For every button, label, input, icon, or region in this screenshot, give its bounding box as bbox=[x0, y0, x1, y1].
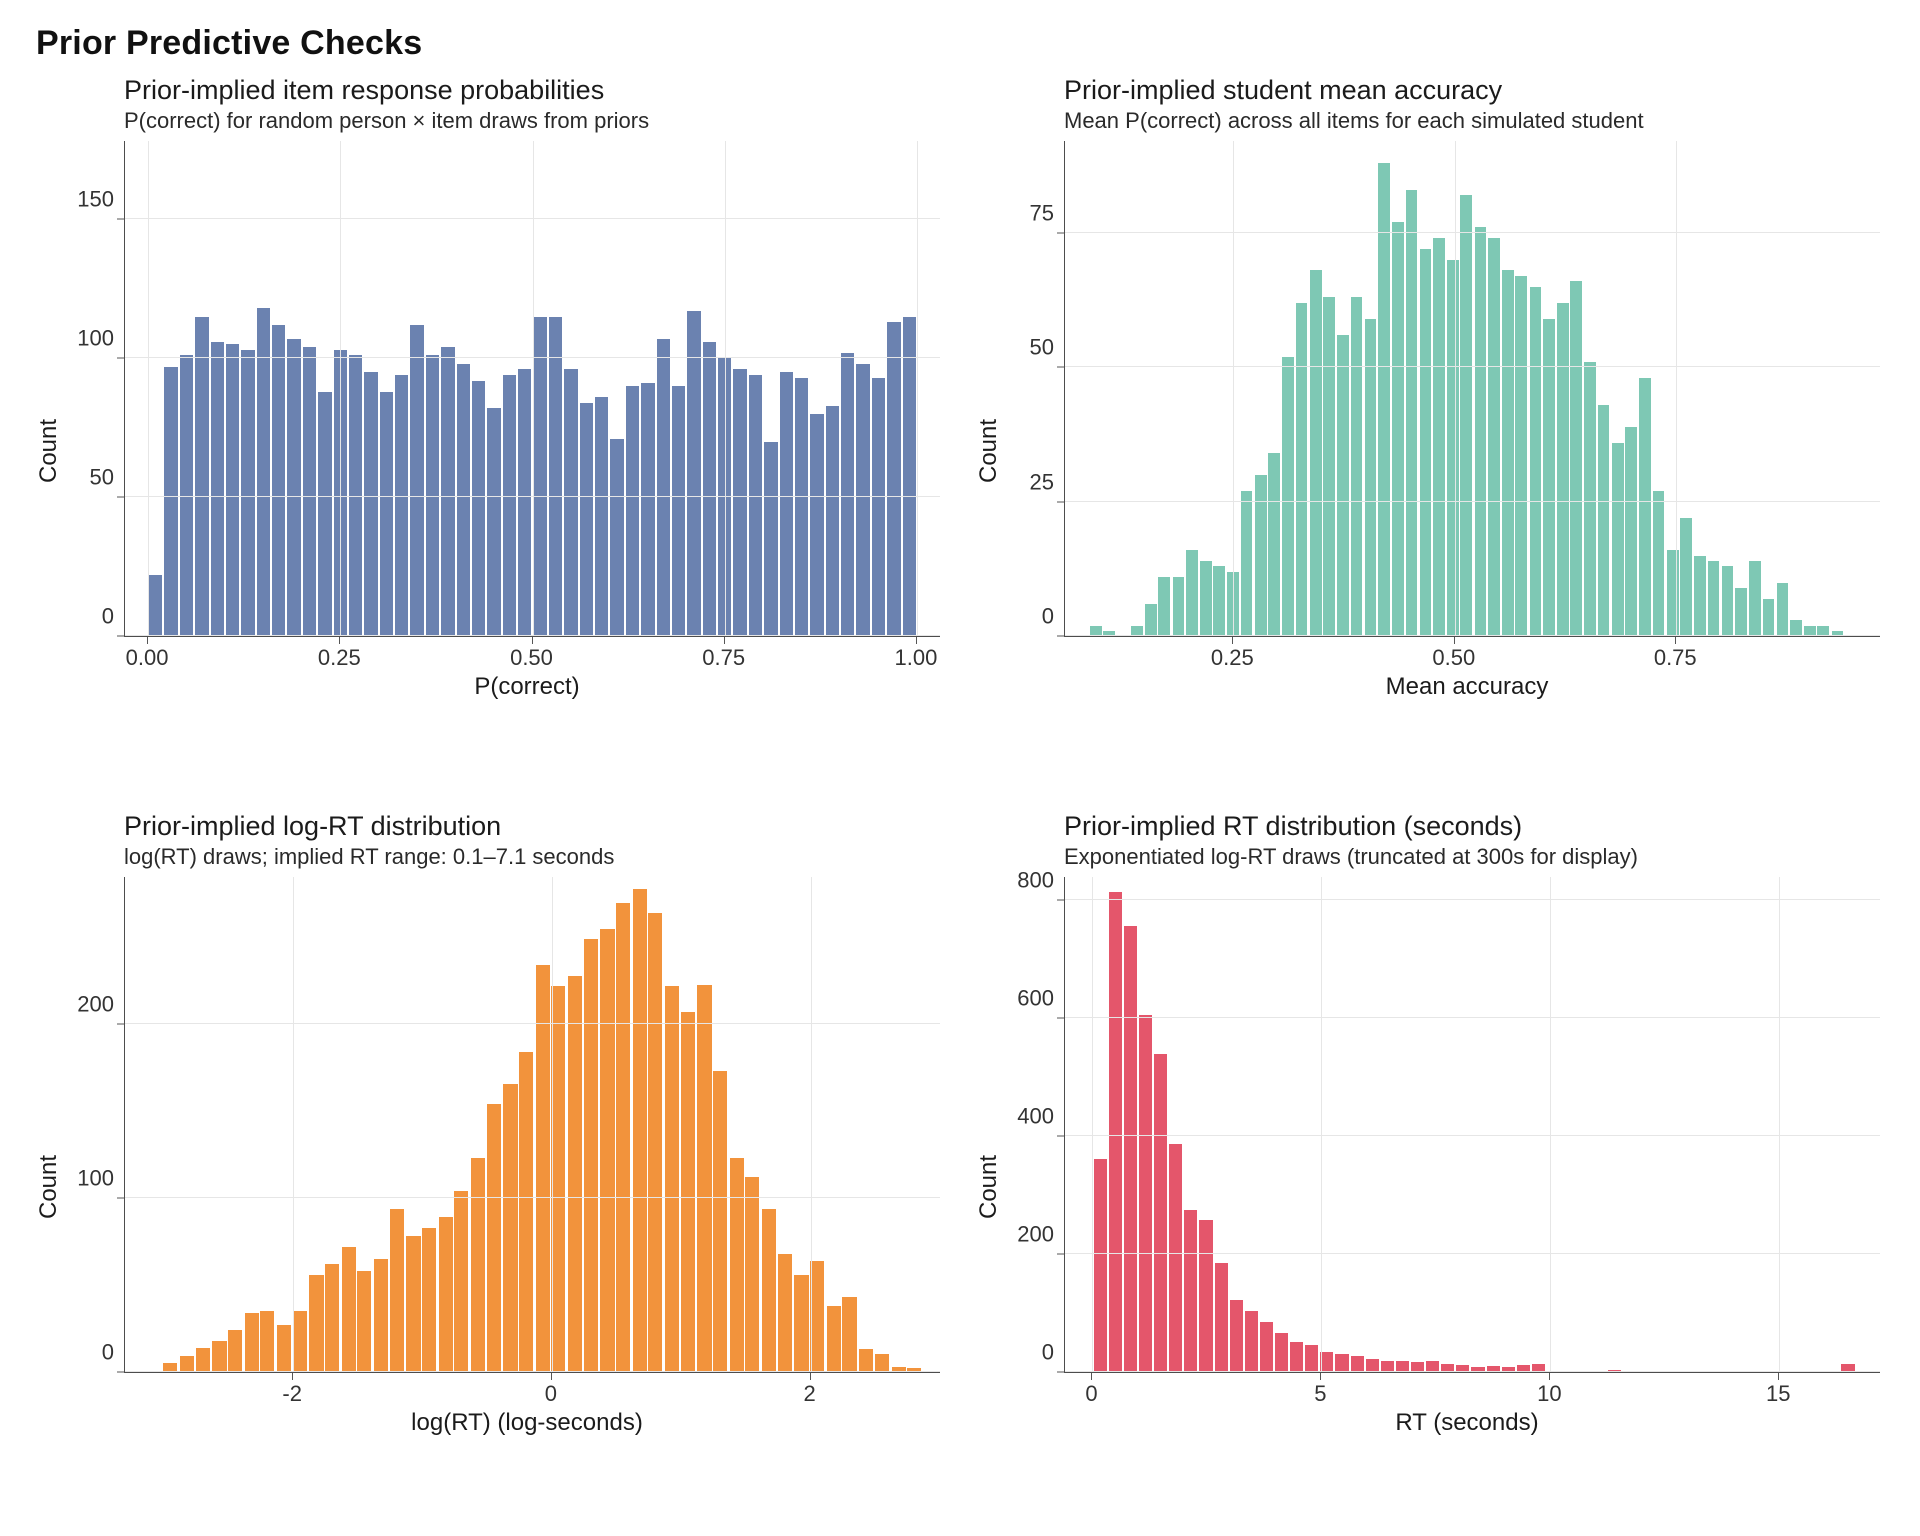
histogram-bar bbox=[1184, 1210, 1197, 1371]
x-tick-label: 0.75 bbox=[702, 645, 746, 671]
histogram-bar bbox=[827, 1306, 841, 1372]
histogram-bar bbox=[1530, 287, 1542, 637]
gridline-vertical bbox=[917, 141, 918, 636]
gridline-vertical bbox=[1550, 877, 1551, 1372]
x-tick-label: 0.00 bbox=[125, 645, 169, 671]
plot-area bbox=[1064, 141, 1880, 637]
histogram-bar bbox=[1305, 1345, 1318, 1372]
histogram-bar bbox=[810, 414, 823, 636]
histogram-bar bbox=[1763, 599, 1775, 637]
histogram-bar bbox=[226, 344, 239, 636]
histogram-bar bbox=[1200, 561, 1212, 636]
histogram-bar bbox=[697, 985, 711, 1372]
histogram-bar bbox=[1199, 1220, 1212, 1372]
gridline-vertical bbox=[725, 141, 726, 636]
gridline-horizontal bbox=[1065, 1017, 1880, 1018]
histogram-bar bbox=[406, 1236, 420, 1371]
histogram-bar bbox=[580, 403, 593, 637]
panel-subtitle: P(correct) for random person × item draws from priors bbox=[124, 108, 650, 134]
histogram-bar bbox=[1109, 892, 1122, 1372]
panel-item-response bbox=[22, 67, 958, 797]
histogram-bar bbox=[410, 325, 423, 636]
y-tick-mark bbox=[117, 1198, 124, 1199]
plot-area bbox=[124, 141, 940, 637]
histogram-bar bbox=[810, 1261, 824, 1372]
histogram-bar bbox=[1460, 195, 1472, 636]
histogram-bar bbox=[487, 1104, 501, 1371]
histogram-bar bbox=[395, 375, 408, 636]
y-tick-label: 200 bbox=[77, 991, 114, 1017]
histogram-bar bbox=[454, 1191, 468, 1372]
histogram-bar bbox=[287, 339, 300, 637]
y-axis-ticks bbox=[1006, 141, 1064, 701]
histogram-bar bbox=[778, 1254, 792, 1372]
gridline-vertical bbox=[1321, 877, 1322, 1372]
y-tick-mark bbox=[117, 497, 124, 498]
histogram-bar bbox=[826, 406, 839, 637]
y-tick-mark bbox=[1057, 367, 1064, 368]
gridline-horizontal bbox=[1065, 899, 1880, 900]
histogram-bar bbox=[1213, 566, 1225, 636]
histogram-bar bbox=[703, 342, 716, 637]
x-axis-ticks bbox=[124, 637, 940, 671]
histogram-bar bbox=[309, 1275, 323, 1372]
histogram-bar bbox=[1475, 227, 1487, 636]
histogram-bar bbox=[503, 1084, 517, 1372]
histogram-bar bbox=[859, 1349, 873, 1372]
x-tick-label: 0.25 bbox=[317, 645, 361, 671]
histogram-bar bbox=[903, 317, 916, 637]
x-tick-label: 2 bbox=[803, 1380, 816, 1406]
histogram-bar bbox=[1708, 561, 1720, 636]
histogram-bar bbox=[1625, 427, 1637, 637]
histogram-bar bbox=[1557, 303, 1569, 637]
histogram-bar bbox=[1173, 577, 1185, 636]
gridline-vertical bbox=[533, 141, 534, 636]
y-tick-label: 50 bbox=[89, 464, 114, 490]
x-tick-mark bbox=[1454, 637, 1455, 644]
x-tick-mark bbox=[1320, 1373, 1321, 1380]
gridline-horizontal bbox=[1065, 1135, 1880, 1136]
histogram-bar bbox=[1488, 238, 1500, 636]
y-tick-label: 25 bbox=[1029, 469, 1054, 495]
histogram-bar bbox=[1570, 281, 1582, 636]
histogram-bar bbox=[633, 889, 647, 1372]
histogram-bar bbox=[149, 575, 162, 636]
histogram-bar bbox=[745, 1177, 759, 1372]
histogram-bar bbox=[196, 1348, 210, 1372]
y-tick-label: 100 bbox=[77, 1165, 114, 1191]
histogram-bar bbox=[1502, 270, 1514, 636]
page-title: Prior Predictive Checks bbox=[36, 24, 423, 62]
panel-log-rt bbox=[22, 803, 958, 1533]
histogram-bar bbox=[1158, 577, 1170, 636]
y-tick-mark bbox=[117, 636, 124, 637]
x-tick-mark bbox=[724, 637, 725, 644]
panel-title: Prior-implied student mean accuracy bbox=[1064, 75, 1503, 105]
x-tick-label: 0.25 bbox=[1210, 645, 1254, 671]
histogram-bar bbox=[1639, 378, 1651, 636]
gridline-vertical bbox=[552, 877, 553, 1372]
histogram-bar bbox=[610, 439, 623, 636]
gridline-vertical bbox=[340, 141, 341, 636]
x-tick-mark bbox=[339, 637, 340, 644]
gridline-horizontal bbox=[125, 1197, 940, 1198]
panel-rt-seconds bbox=[962, 803, 1898, 1533]
histogram-bars bbox=[125, 877, 940, 1372]
histogram-bars bbox=[1065, 141, 1880, 636]
x-axis-ticks bbox=[1064, 637, 1880, 671]
histogram-bar bbox=[841, 353, 854, 637]
x-tick-mark bbox=[147, 637, 148, 644]
x-tick-mark bbox=[292, 1373, 293, 1380]
histogram-bar bbox=[762, 1209, 776, 1372]
x-tick-mark bbox=[1232, 637, 1233, 644]
histogram-bar bbox=[1584, 362, 1596, 636]
histogram-bar bbox=[380, 392, 393, 637]
x-tick-mark bbox=[551, 1373, 552, 1380]
histogram-bar bbox=[422, 1228, 436, 1372]
histogram-bar bbox=[277, 1325, 291, 1372]
histogram-bar bbox=[795, 378, 808, 637]
histogram-bar bbox=[1241, 491, 1253, 636]
histogram-bars bbox=[1065, 877, 1880, 1372]
histogram-bar bbox=[1653, 491, 1665, 636]
y-axis-title: Count bbox=[35, 1154, 62, 1219]
histogram-bar bbox=[780, 372, 793, 636]
histogram-bar bbox=[1290, 1342, 1303, 1371]
histogram-bar bbox=[1154, 1054, 1167, 1372]
histogram-bar bbox=[1420, 249, 1432, 636]
histogram-bar bbox=[1275, 1333, 1288, 1372]
x-tick-label: 1.00 bbox=[894, 645, 938, 671]
panel-student-accuracy bbox=[962, 67, 1898, 797]
histogram-bar bbox=[1680, 518, 1692, 636]
gridline-vertical bbox=[811, 877, 812, 1372]
histogram-bar bbox=[1722, 566, 1734, 636]
charts-grid bbox=[22, 67, 1898, 1532]
gridline-vertical bbox=[1455, 141, 1456, 636]
histogram-bar bbox=[1694, 556, 1706, 637]
histogram-bar bbox=[1186, 550, 1198, 636]
x-tick-label: 0.50 bbox=[1432, 645, 1476, 671]
x-axis-title: Mean accuracy bbox=[1385, 673, 1549, 701]
y-tick-label: 400 bbox=[1017, 1103, 1054, 1129]
panel-title: Prior-implied RT distribution (seconds) bbox=[1064, 810, 1523, 841]
gridline-horizontal bbox=[125, 1371, 940, 1372]
histogram-bar bbox=[713, 1071, 727, 1371]
histogram-bar bbox=[212, 1341, 226, 1372]
x-tick-mark bbox=[1675, 637, 1676, 644]
histogram-bar bbox=[1245, 1311, 1258, 1372]
histogram-bar bbox=[357, 1271, 371, 1372]
histogram-bar bbox=[439, 1217, 453, 1372]
x-tick-mark bbox=[1091, 1373, 1092, 1380]
histogram-bar bbox=[568, 976, 582, 1372]
histogram-bar bbox=[1598, 405, 1610, 636]
histogram-bar bbox=[665, 986, 679, 1372]
histogram-bar bbox=[1447, 260, 1459, 637]
histogram-bar bbox=[648, 913, 662, 1372]
histogram-bar bbox=[730, 1158, 744, 1372]
gridline-horizontal bbox=[1065, 1253, 1880, 1254]
histogram-bar bbox=[1515, 276, 1527, 636]
x-tick-label: -2 bbox=[282, 1380, 302, 1406]
gridline-horizontal bbox=[1065, 1371, 1880, 1372]
histogram-bar bbox=[457, 364, 470, 637]
histogram-bar bbox=[549, 317, 562, 637]
y-tick-mark bbox=[1057, 1136, 1064, 1137]
panel-subtitle: Mean P(correct) across all items for each simulated student bbox=[1064, 108, 1644, 134]
histogram-bar bbox=[641, 383, 654, 636]
y-tick-mark bbox=[1057, 1371, 1064, 1372]
histogram-bar bbox=[794, 1275, 808, 1372]
y-tick-label: 0 bbox=[101, 1339, 114, 1365]
histogram-bar bbox=[472, 381, 485, 637]
histogram-bar bbox=[1337, 335, 1349, 636]
histogram-bar bbox=[681, 1012, 695, 1372]
x-tick-mark bbox=[1778, 1373, 1779, 1380]
histogram-bar bbox=[687, 311, 700, 636]
histogram-bar bbox=[342, 1247, 356, 1372]
panel-subtitle: Exponentiated log-RT draws (truncated at 300s for display) bbox=[1064, 843, 1638, 869]
x-tick-mark bbox=[532, 637, 533, 644]
histogram-bar bbox=[584, 939, 598, 1371]
histogram-bar bbox=[245, 1313, 259, 1372]
y-tick-mark bbox=[117, 358, 124, 359]
histogram-bar bbox=[1310, 270, 1322, 636]
histogram-bar bbox=[872, 378, 885, 637]
histogram-bar bbox=[503, 375, 516, 636]
histogram-bar bbox=[657, 339, 670, 637]
histogram-bar bbox=[325, 1264, 339, 1372]
histogram-bar bbox=[616, 903, 630, 1372]
x-tick-mark bbox=[1549, 1373, 1550, 1380]
histogram-bar bbox=[1260, 1322, 1273, 1372]
y-tick-label: 0 bbox=[1041, 603, 1054, 629]
histogram-bar bbox=[1124, 926, 1137, 1372]
histogram-bar bbox=[1612, 443, 1624, 637]
x-tick-label: 0 bbox=[1085, 1380, 1098, 1406]
histogram-bar bbox=[519, 1052, 533, 1372]
histogram-bar bbox=[551, 986, 565, 1372]
gridline-horizontal bbox=[1065, 232, 1880, 233]
histogram-bar bbox=[518, 369, 531, 636]
x-tick-mark bbox=[916, 637, 917, 644]
histogram-bar bbox=[1169, 1144, 1182, 1372]
histogram-bar bbox=[272, 325, 285, 636]
y-tick-mark bbox=[117, 219, 124, 220]
gridline-vertical bbox=[1092, 877, 1093, 1372]
histogram-bar bbox=[856, 364, 869, 637]
histogram-bar bbox=[534, 317, 547, 637]
x-tick-label: 0 bbox=[544, 1380, 558, 1406]
gridline-horizontal bbox=[1065, 366, 1880, 367]
gridline-vertical bbox=[1233, 141, 1234, 636]
histogram-bar bbox=[1094, 1159, 1107, 1372]
histogram-bar bbox=[887, 322, 900, 636]
x-tick-label: 0.75 bbox=[1653, 645, 1697, 671]
histogram-bar bbox=[164, 367, 177, 637]
gridline-vertical bbox=[1676, 141, 1677, 636]
gridline-vertical bbox=[293, 877, 294, 1372]
x-axis-title: P(correct) bbox=[474, 673, 580, 701]
y-tick-label: 100 bbox=[77, 325, 114, 351]
histogram-bar bbox=[1215, 1263, 1228, 1372]
histogram-bar bbox=[1777, 583, 1789, 637]
y-axis-ticks bbox=[1006, 867, 1064, 1437]
histogram-bar bbox=[441, 347, 454, 636]
panel-subtitle: log(RT) draws; implied RT range: 0.1–7.1 seconds bbox=[124, 843, 615, 869]
histogram-bar bbox=[764, 442, 777, 637]
histogram-bar bbox=[471, 1158, 485, 1372]
y-tick-label: 75 bbox=[1029, 200, 1054, 226]
panel-title: Prior-implied item response probabilities bbox=[124, 75, 605, 105]
histogram-bar bbox=[536, 965, 550, 1371]
histogram-bar bbox=[1230, 1300, 1243, 1372]
histogram-bar bbox=[293, 1311, 307, 1372]
histogram-bar bbox=[564, 369, 577, 636]
y-tick-mark bbox=[117, 1024, 124, 1025]
histogram-bar bbox=[228, 1330, 242, 1372]
histogram-bar bbox=[733, 369, 746, 636]
panel-title: Prior-implied log-RT distribution bbox=[124, 810, 502, 841]
histogram-bar bbox=[1749, 561, 1761, 636]
x-tick-label: 0.50 bbox=[510, 645, 553, 671]
plot-area bbox=[124, 877, 940, 1373]
histogram-bar bbox=[1255, 475, 1267, 636]
histogram-bar bbox=[1351, 297, 1363, 636]
x-axis-title: log(RT) (log-seconds) bbox=[411, 1408, 643, 1436]
y-axis-ticks bbox=[66, 877, 124, 1437]
histogram-bar bbox=[749, 375, 762, 636]
histogram-bar bbox=[364, 372, 377, 636]
y-tick-label: 0 bbox=[101, 603, 114, 629]
histogram-bar bbox=[1735, 588, 1747, 636]
histogram-bar bbox=[1378, 163, 1390, 636]
x-tick-label: 10 bbox=[1537, 1380, 1562, 1406]
y-tick-label: 600 bbox=[1017, 985, 1054, 1011]
x-tick-label: 5 bbox=[1314, 1380, 1327, 1406]
y-tick-label: 200 bbox=[1017, 1221, 1054, 1247]
histogram-bar bbox=[626, 386, 639, 636]
y-tick-mark bbox=[1057, 232, 1064, 233]
histogram-bar bbox=[487, 408, 500, 636]
x-tick-mark bbox=[810, 1373, 811, 1380]
histogram-bar bbox=[1351, 1356, 1364, 1372]
plot-area bbox=[1064, 877, 1880, 1373]
histogram-bar bbox=[1296, 303, 1308, 637]
gridline-vertical bbox=[148, 141, 149, 636]
y-tick-label: 150 bbox=[77, 186, 114, 212]
x-axis-ticks bbox=[1064, 1373, 1880, 1407]
histogram-bar bbox=[241, 350, 254, 636]
y-axis-title: Count bbox=[35, 419, 62, 484]
y-tick-mark bbox=[1057, 1018, 1064, 1019]
histogram-bar bbox=[1145, 604, 1157, 636]
gridline-horizontal bbox=[1065, 501, 1880, 502]
histogram-bar bbox=[875, 1354, 889, 1371]
y-tick-mark bbox=[1057, 900, 1064, 901]
histogram-bar bbox=[1268, 453, 1280, 636]
x-axis-ticks bbox=[124, 1373, 940, 1407]
y-tick-mark bbox=[1057, 636, 1064, 637]
histogram-bar bbox=[595, 397, 608, 636]
histogram-bar bbox=[195, 317, 208, 637]
histogram-bar bbox=[374, 1259, 388, 1372]
gridline-vertical bbox=[1779, 877, 1780, 1372]
gridline-horizontal bbox=[1065, 635, 1880, 636]
y-axis-title: Count bbox=[975, 1154, 1002, 1219]
x-tick-label: 15 bbox=[1766, 1380, 1791, 1406]
y-tick-mark bbox=[117, 1371, 124, 1372]
y-tick-label: 50 bbox=[1029, 334, 1054, 360]
histogram-bar bbox=[1335, 1354, 1348, 1372]
histogram-bar bbox=[260, 1311, 274, 1372]
histogram-bar bbox=[303, 347, 316, 636]
histogram-bar bbox=[390, 1209, 404, 1372]
histogram-bar bbox=[600, 929, 614, 1372]
histogram-bar bbox=[1282, 357, 1294, 637]
y-axis-title: Count bbox=[975, 419, 1002, 484]
histogram-bar bbox=[1392, 222, 1404, 636]
gridline-horizontal bbox=[125, 1023, 940, 1024]
x-axis-title: RT (seconds) bbox=[1395, 1408, 1539, 1436]
histogram-bar bbox=[318, 392, 331, 637]
y-axis-ticks bbox=[66, 141, 124, 701]
histogram-bar bbox=[842, 1297, 856, 1372]
histogram-bar bbox=[1139, 1015, 1152, 1372]
y-tick-label: 800 bbox=[1017, 867, 1054, 893]
histogram-bar bbox=[1790, 620, 1802, 636]
y-tick-mark bbox=[1057, 1253, 1064, 1254]
histogram-bar bbox=[180, 1356, 194, 1372]
histogram-bar bbox=[1406, 190, 1418, 637]
y-tick-mark bbox=[1057, 501, 1064, 502]
histogram-bar bbox=[672, 386, 685, 636]
histogram-bar bbox=[1323, 297, 1335, 636]
histogram-bar bbox=[1433, 238, 1445, 636]
histogram-bar bbox=[211, 342, 224, 637]
y-tick-label: 0 bbox=[1041, 1339, 1054, 1365]
